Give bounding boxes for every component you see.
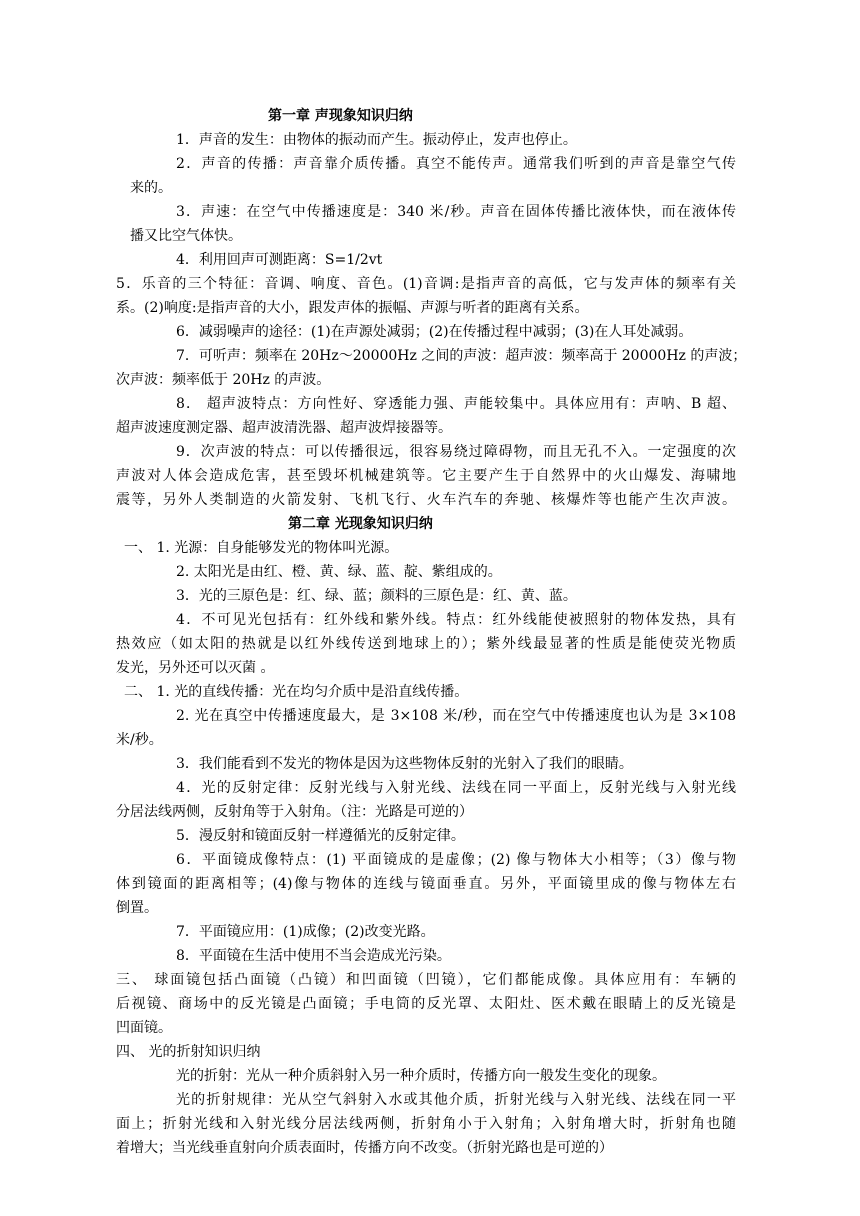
paragraph-line: 3．光的三原色是：红、绿、蓝；颜料的三原色是：红、黄、蓝。 xyxy=(176,588,577,604)
paragraph-line: 发光，另外还可以灭菌 。 xyxy=(116,660,275,676)
paragraph-line: 分居法线两侧，反射角等于入射角。（注：光路是可逆的） xyxy=(116,804,473,820)
paragraph-line: 播又比空气体快。 xyxy=(130,228,242,244)
paragraph-line: 后视镜、商场中的反光镜是凸面镜；手电筒的反光罩、太阳灶、医术戴在眼睛上的反光镜是 xyxy=(116,996,736,1012)
paragraph-line: 光的折射：光从一种介质斜射入另一种介质时，传播方向一般发生变化的现象。 xyxy=(176,1068,666,1084)
paragraph-line: 二、 1. 光的直线传播：光在均匀介质中是沿直线传播。 xyxy=(124,684,469,700)
paragraph-line: 来的。 xyxy=(130,180,172,196)
paragraph-line: 四、 光的折射知识归纳 xyxy=(116,1044,261,1060)
paragraph-line: 三、 球面镜包括凸面镜（凸镜）和凹面镜（凹镜），它们都能成像。具体应用有：车辆的 xyxy=(116,972,736,988)
paragraph-line: 7．可听声：频率在 20Hz～20000Hz 之间的声波：超声波：频率高于 20000Hz 的声波； xyxy=(176,348,747,364)
paragraph-line: 8． 超声波特点：方向性好、穿透能力强、声能较集中。具体应用有：声呐、B 超、 xyxy=(176,396,736,412)
paragraph-line: 6．平面镜成像特点：(1) 平面镜成的是虚像；(2) 像与物体大小相等；（3）像与物 xyxy=(176,852,736,868)
paragraph-line: 超声波速度测定器、超声波清洗器、超声波焊接器等。 xyxy=(116,420,452,436)
chapter1-title: 第一章 声现象知识归纳 xyxy=(268,108,413,124)
paragraph-line: 3．我们能看到不发光的物体是因为这些物体反射的光射入了我们的眼睛。 xyxy=(176,756,633,772)
paragraph-line: 2．声音的传播：声音靠介质传播。真空不能传声。通常我们听到的声音是靠空气传 xyxy=(176,156,736,172)
paragraph-line: 8．平面镜在生活中使用不当会造成光污染。 xyxy=(176,948,451,964)
paragraph-line: 2. 太阳光是由红、橙、黄、绿、蓝、靛、紫组成的。 xyxy=(176,564,502,580)
paragraph-line: 倒置。 xyxy=(116,900,158,916)
paragraph-line: 6．减弱噪声的途径：(1)在声源处减弱；(2)在传播过程中减弱；(3)在人耳处减弱。 xyxy=(176,324,693,340)
paragraph-line: 震等，另外人类制造的火箭发射、飞机飞行、火车汽车的奔驰、核爆炸等也能产生次声波。 xyxy=(116,492,736,508)
paragraph-line: 热效应（如太阳的热就是以红外线传送到地球上的）；紫外线最显著的性质是能使荧光物质 xyxy=(116,636,736,652)
paragraph-line: 声波对人体会造成危害，甚至毁坏机械建筑等。它主要产生于自然界中的火山爆发、海啸地 xyxy=(116,468,736,484)
paragraph-line: 2. 光在真空中传播速度最大，是 3×108 米/秒，而在空气中传播速度也认为是 3×108 xyxy=(176,708,736,724)
paragraph-line: 面上；折射光线和入射光线分居法线两侧，折射角小于入射角；入射角增大时，折射角也随 xyxy=(116,1116,736,1132)
paragraph-line: 体到镜面的距离相等；(4)像与物体的连线与镜面垂直。另外，平面镜里成的像与物体左右 xyxy=(116,876,736,892)
paragraph-line: 9．次声波的特点：可以传播很远，很容易绕过障碍物，而且无孔不入。一定强度的次 xyxy=(176,444,736,460)
paragraph-line: 1．声音的发生：由物体的振动而产生。振动停止，发声也停止。 xyxy=(176,132,577,148)
chapter2-title: 第二章 光现象知识归纳 xyxy=(288,516,433,532)
paragraph-line: 5．漫反射和镜面反射一样遵循光的反射定律。 xyxy=(176,828,465,844)
paragraph-line: 米/秒。 xyxy=(116,732,163,748)
paragraph-line: 4．光的反射定律：反射光线与入射光线、法线在同一平面上，反射光线与入射光线 xyxy=(176,780,736,796)
paragraph-line: 系。(2)响度:是指声音的大小，跟发声体的振幅、声源与听者的距离有关系。 xyxy=(116,300,589,316)
paragraph-line: 5．乐音的三个特征：音调、响度、音色。(1)音调:是指声音的高低，它与发声体的频率有关 xyxy=(116,276,736,292)
paragraph-line: 3．声速：在空气中传播速度是：340 米/秒。声音在固体传播比液体快，而在液体传 xyxy=(176,204,736,220)
paragraph-line: 4．不可见光包括有：红外线和紫外线。特点：红外线能使被照射的物体发热，具有 xyxy=(176,612,736,628)
paragraph-line: 次声波：频率低于 20Hz 的声波。 xyxy=(116,372,331,388)
paragraph-line: 凹面镜。 xyxy=(116,1020,172,1036)
paragraph-line: 一、 1. 光源：自身能够发光的物体叫光源。 xyxy=(124,540,399,556)
paragraph-line: 7．平面镜应用：(1)成像；(2)改变光路。 xyxy=(176,924,435,940)
paragraph-line: 4．利用回声可测距离：S=1/2vt xyxy=(176,252,383,268)
paragraph-line: 光的折射规律：光从空气斜射入水或其他介质，折射光线与入射光线、法线在同一平 xyxy=(176,1092,736,1108)
paragraph-line: 着增大；当光线垂直射向介质表面时，传播方向不改变。（折射光路也是可逆的） xyxy=(116,1140,613,1156)
